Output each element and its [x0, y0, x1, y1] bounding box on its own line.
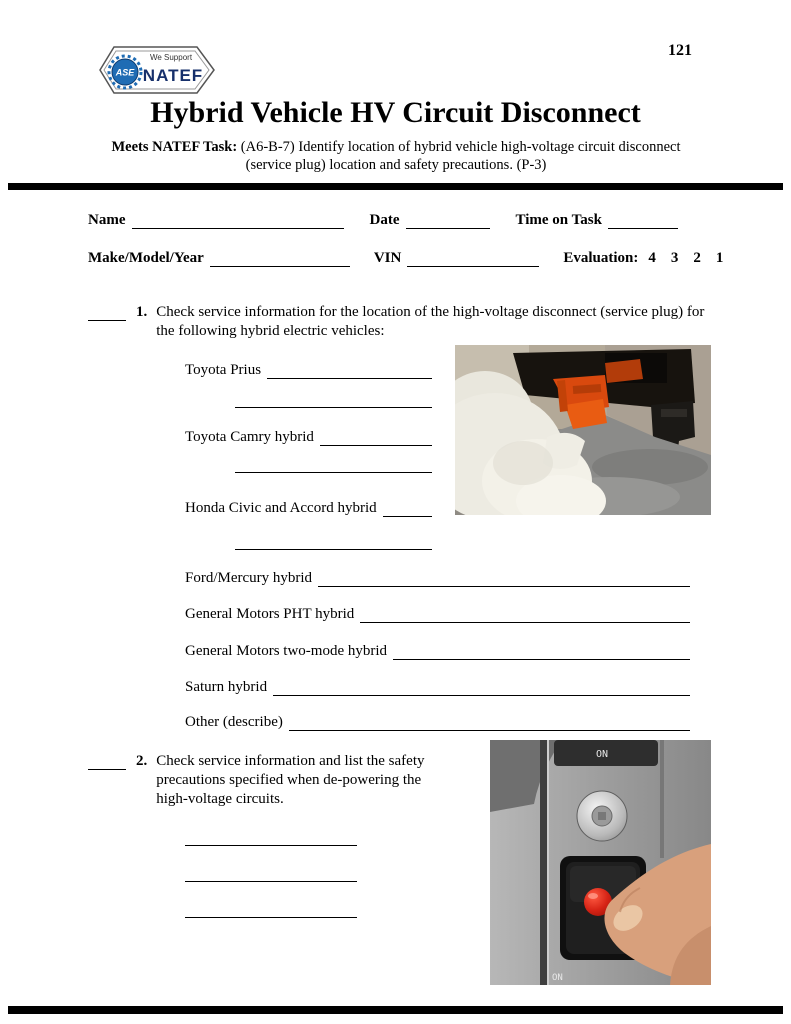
ase-emblem-text: ASE [115, 67, 135, 78]
fill-in-line [320, 430, 432, 446]
make-model-year-fill-line [210, 251, 350, 267]
question-2-check-line [88, 752, 126, 770]
identity-row [88, 212, 678, 229]
vehicle-label: General Motors two-mode hybrid [185, 643, 388, 659]
task-text: (A6-B-7) Identify location of hybrid vehicle high-voltage circuit disconnect (service plug) location and safety precautions. (P-3) [240, 139, 681, 173]
vehicle-row [88, 250, 723, 267]
question-2 [88, 752, 456, 809]
fill-in-line [393, 644, 690, 660]
logo-tagline: We Support [149, 53, 193, 62]
date-fill-line [406, 213, 490, 229]
page-number: 121 [668, 42, 692, 59]
evaluation-label: Evaluation: [563, 250, 639, 266]
fill-in-line [383, 501, 432, 517]
vehicle-field-toyota-prius [185, 360, 432, 379]
name-fill-line [132, 213, 344, 229]
answer-line [185, 827, 357, 846]
evaluation-scale: 4 3 2 1 [648, 250, 724, 266]
time-on-task-fill-line [608, 213, 678, 229]
vehicle-label: Toyota Camry hybrid [185, 429, 314, 445]
vehicle-label: Saturn hybrid [185, 679, 268, 695]
task-label: Meets NATEF Task: [111, 139, 238, 155]
panel-side-marking: ON [552, 973, 563, 983]
vin-label: VIN [373, 250, 402, 266]
fill-in-line [360, 607, 690, 623]
depower-switch-photo-graphic [490, 740, 711, 985]
fill-in-line [267, 363, 432, 379]
natef-logo [95, 42, 219, 98]
question-1-check-line [88, 303, 126, 321]
vehicle-field-other [185, 712, 690, 731]
answer-line [185, 899, 357, 918]
logo-name: NATEF [142, 66, 204, 85]
answer-line [185, 863, 357, 882]
fill-in-line [273, 680, 690, 696]
question-2-text: Check service information and list the safety precautions specified when de-powering the high-voltage circuits. [156, 753, 425, 807]
fill-in-line [289, 715, 690, 731]
fill-in-line-continued [235, 389, 432, 408]
fill-in-line-continued [235, 454, 432, 473]
question-1 [88, 303, 708, 341]
vehicle-field-gm-pht [185, 604, 690, 623]
date-label: Date [369, 212, 400, 228]
vehicle-field-honda-civic-accord [185, 498, 432, 517]
natef-logo-graphic [95, 42, 219, 98]
header-divider [8, 183, 783, 190]
vin-fill-line [407, 251, 539, 267]
vehicle-field-toyota-camry [185, 427, 432, 446]
vehicle-label: General Motors PHT hybrid [185, 606, 355, 622]
vehicle-label: Honda Civic and Accord hybrid [185, 500, 377, 516]
vehicle-field-saturn [185, 677, 690, 696]
fill-in-line-continued [235, 531, 432, 550]
question-1-text: Check service information for the location of the high-voltage disconnect (service plug) for the following hybrid electric vehicles: [156, 304, 705, 339]
service-plug-photo-graphic [455, 345, 711, 515]
vehicle-field-ford-mercury [185, 568, 690, 587]
question-2-number: 2. [136, 753, 148, 769]
name-label: Name [88, 212, 126, 228]
footer-divider [8, 1006, 783, 1014]
panel-top-marking: ON [595, 749, 609, 760]
make-model-year-label: Make/Model/Year [88, 250, 204, 266]
task-statement [110, 138, 682, 174]
vehicle-field-gm-two-mode [185, 641, 690, 660]
vehicle-label: Toyota Prius [185, 362, 262, 378]
page-title: Hybrid Vehicle HV Circuit Disconnect [150, 96, 641, 129]
depower-switch-photo [490, 740, 711, 985]
service-plug-photo [455, 345, 711, 515]
panel-groove [540, 740, 547, 985]
question-1-number: 1. [136, 304, 148, 320]
vehicle-label: Ford/Mercury hybrid [185, 570, 313, 586]
time-on-task-label: Time on Task [515, 212, 602, 228]
fill-in-line [318, 571, 690, 587]
vehicle-label: Other (describe) [185, 714, 283, 730]
